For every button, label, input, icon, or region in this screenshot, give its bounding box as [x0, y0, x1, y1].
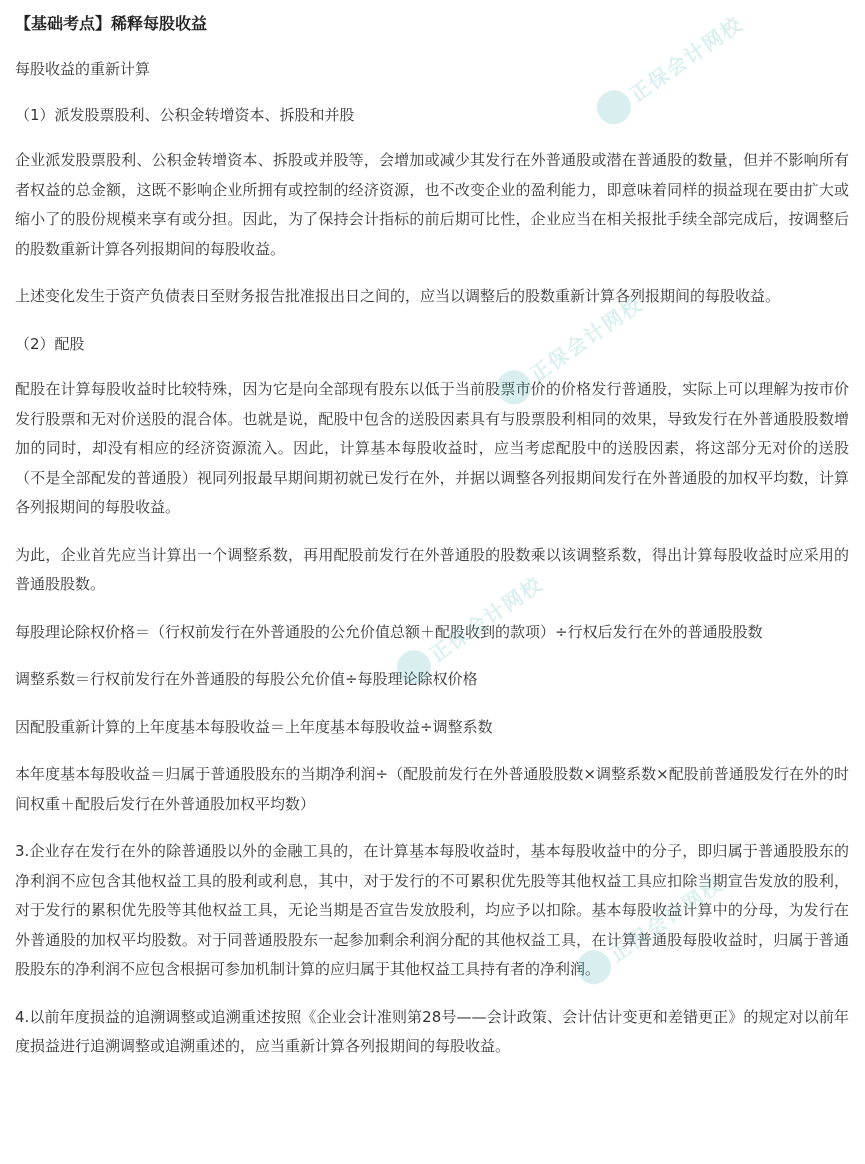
- watermark-text: 正保会计网校: [525, 290, 647, 387]
- paragraph-subheading: （2）配股: [15, 334, 85, 353]
- formula-line: 调整系数＝行权前发行在外普通股的每股公允价值÷每股理论除权价格: [15, 670, 478, 688]
- formula-line: 每股理论除权价格＝（行权前发行在外普通股的公允价值总额＋配股收到的款项）÷行权后发行在外的普通股股数: [15, 622, 763, 641]
- watermark-text: 正保会计网校: [425, 570, 547, 667]
- paragraph-heading: 每股收益的重新计算: [15, 60, 151, 78]
- paragraph: 上述变化发生于资产负债表日至财务报告批准报出日之间的，应当以调整后的股数重新计算各列报期间的每股收益。: [15, 287, 781, 305]
- paragraph: 4.以前年度损益的追溯调整或追溯重述按照《企业会计准则第28号——会计政策、会计估计变更和差错更正》的规定对以前年度损益进行追溯调整或追溯重述的，应当重新计算各列报期间的每股收益。: [15, 1007, 849, 1055]
- paragraph: 配股在计算每股收益时比较特殊，因为它是向全部现有股东以低于当前股票市价的价格发行普通股，实际上可以理解为按市价发行股票和无对价送股的混合体。也就是说，配股中包含的送股因素具有与股票股利相同的效果，导致发行在外普通股股数增加的同时，却没有相应的经济资源流入。因此，计算基本每股收益时，应当考虑配股中的送股因素，将这部分无对价的送股（不是全部配发的普通股）视同列报最早期间期初就已发行在外，并据以调整各列报期间发行在外普通股的加权平均数，计算各列报期间的每股收益。: [15, 380, 849, 516]
- formula-line: 本年度基本每股收益＝归属于普通股股东的当期净利润÷（配股前发行在外普通股股数×调整系数×配股前普通股发行在外的时间权重＋配股后发行在外普通股加权平均数）: [15, 765, 849, 813]
- watermark-text: 正保会计网校: [605, 870, 727, 967]
- paragraph: 为此，企业首先应当计算出一个调整系数，再用配股前发行在外普通股的股数乘以该调整系数，得出计算每股收益时应采用的普通股股数。: [15, 545, 849, 593]
- paragraph-subheading: （1）派发股票股利、公积金转增资本、拆股和并股: [15, 105, 355, 124]
- section-title: 【基础考点】稀释每股收益: [15, 14, 208, 33]
- paragraph: 企业派发股票股利、公积金转增资本、拆股或并股等，会增加或减少其发行在外普通股或潜在普通股的数量，但并不影响所有者权益的总金额，这既不影响企业所拥有或控制的经济资源，也不改变企业的盈利能力，即意味着同样的损益现在要由扩大或缩小了的股份规模来享有或分担。因此，为了保持会计指标的前后期可比性，企业应当在相关报批手续全部完成后，按调整后的股数重新计算各列报期间的每股收益。: [15, 151, 849, 258]
- paragraph: 3.企业存在发行在外的除普通股以外的金融工具的，在计算基本每股收益时，基本每股收益中的分子，即归属于普通股股东的净利润不应包含其他权益工具的股利或利息，其中，对于发行的不可累积优先股等其他权益工具应扣除当期宣告发放的股利，对于发行的累积优先股等其他权益工具，无论当期是否宣告发放股利，均应予以扣除。基本每股收益计算中的分母，为发行在外普通股的加权平均股数。对于同普通股股东一起参加剩余利润分配的其他权益工具，在计算普通股每股收益时，归属于普通股股东的净利润不应包含根据可参加机制计算的应归属于其他权益工具持有者的净利润。: [15, 842, 849, 978]
- formula-line: 因配股重新计算的上年度基本每股收益＝上年度基本每股收益÷调整系数: [15, 717, 493, 736]
- watermark-text: 正保会计网校: [625, 10, 747, 107]
